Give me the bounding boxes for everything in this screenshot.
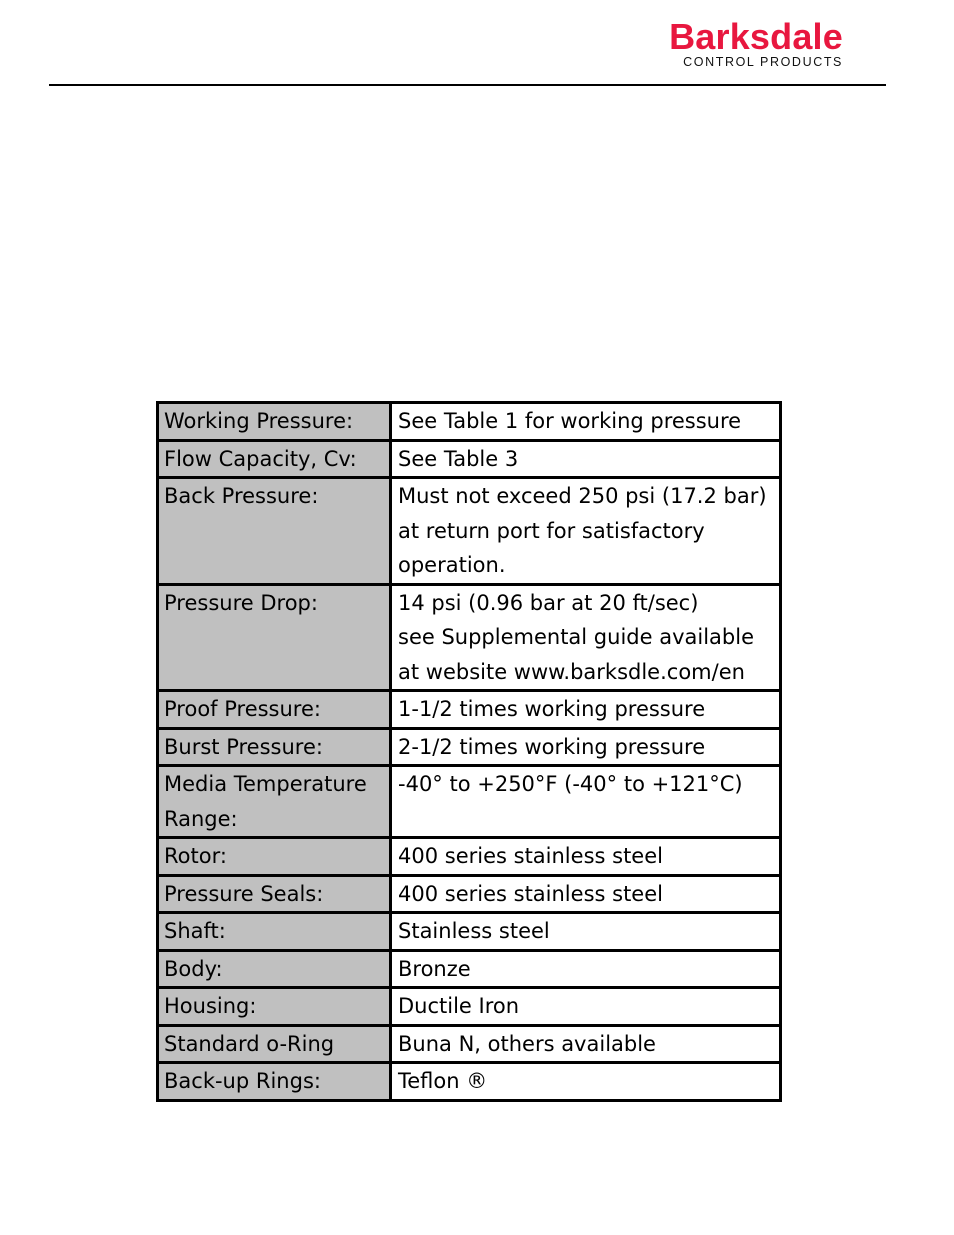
spec-value — [391, 403, 781, 441]
spec-label: Burst Pressure: — [158, 728, 391, 766]
spec-value-line: Bronze — [398, 956, 471, 981]
spec-row — [158, 728, 781, 766]
spec-value-line: See Table 3 — [398, 446, 519, 471]
spec-label: Housing: — [158, 988, 391, 1026]
spec-row — [158, 988, 781, 1026]
spec-value — [391, 478, 781, 585]
spec-row — [158, 950, 781, 988]
spec-row — [158, 478, 781, 585]
spec-row — [158, 584, 781, 691]
spec-value — [391, 913, 781, 951]
barksdale-logo — [669, 18, 843, 69]
specifications-body — [158, 403, 781, 1101]
logo-brand-name: Barksdale — [669, 16, 843, 57]
spec-row — [158, 766, 781, 838]
spec-row — [158, 440, 781, 478]
spec-value-line: See Table 1 for working pressure — [398, 409, 742, 433]
spec-row — [158, 1025, 781, 1063]
spec-row — [158, 913, 781, 951]
spec-value — [391, 1025, 781, 1063]
spec-value — [391, 440, 781, 478]
spec-value — [391, 838, 781, 876]
spec-value-line: Buna N, others available — [398, 1031, 656, 1056]
spec-label: Flow Capacity, Cv: — [158, 440, 391, 478]
spec-row — [158, 838, 781, 876]
spec-label: Standard o-Ring — [158, 1025, 391, 1063]
spec-value — [391, 875, 781, 913]
spec-value — [391, 1063, 781, 1101]
spec-value-line: 400 series stainless steel — [398, 881, 663, 906]
spec-row — [158, 1063, 781, 1101]
spec-value — [391, 766, 781, 838]
spec-row — [158, 691, 781, 729]
spec-value-line: Teflon ® — [398, 1069, 488, 1093]
spec-value-line: see Supplemental guide available — [398, 625, 754, 649]
spec-label: Back-up Rings: — [158, 1063, 391, 1101]
spec-value — [391, 584, 781, 691]
spec-value-line: Must not exceed 250 psi (17.2 bar) — [398, 484, 767, 508]
spec-label: Pressure Seals: — [158, 875, 391, 913]
spec-label: Media Temperature Range: — [158, 766, 391, 838]
spec-value — [391, 728, 781, 766]
spec-value — [391, 691, 781, 729]
spec-value-line: Ductile Iron — [398, 994, 520, 1018]
spec-value-line: 2-1/2 times working pressure — [398, 734, 706, 759]
spec-label: Shaft: — [158, 913, 391, 951]
spec-label: Working Pressure: — [158, 403, 391, 441]
spec-value-line: 14 psi (0.96 bar at 20 ft/sec) — [398, 590, 699, 615]
spec-label: Rotor: — [158, 838, 391, 876]
spec-value-line: operation. — [398, 553, 506, 577]
spec-value — [391, 988, 781, 1026]
spec-label: Back Pressure: — [158, 478, 391, 585]
spec-label: Proof Pressure: — [158, 691, 391, 729]
spec-label: Pressure Drop: — [158, 584, 391, 691]
spec-value-line: at website www.barksdle.com/en — [398, 659, 745, 684]
spec-value-line: -40° to +250°F (-40° to +121°C) — [398, 772, 743, 796]
spec-value-line: at return port for satisfactory — [398, 518, 705, 543]
logo-tagline: CONTROL PRODUCTS — [683, 55, 843, 69]
spec-row — [158, 875, 781, 913]
spec-value-line: 1-1/2 times working pressure — [398, 697, 706, 721]
spec-value-line: Stainless steel — [398, 919, 550, 943]
spec-label: Body: — [158, 950, 391, 988]
spec-value-line: 400 series stainless steel — [398, 844, 663, 868]
spec-row — [158, 403, 781, 441]
spec-value — [391, 950, 781, 988]
specifications-table — [156, 401, 782, 1102]
header-divider — [49, 84, 886, 86]
